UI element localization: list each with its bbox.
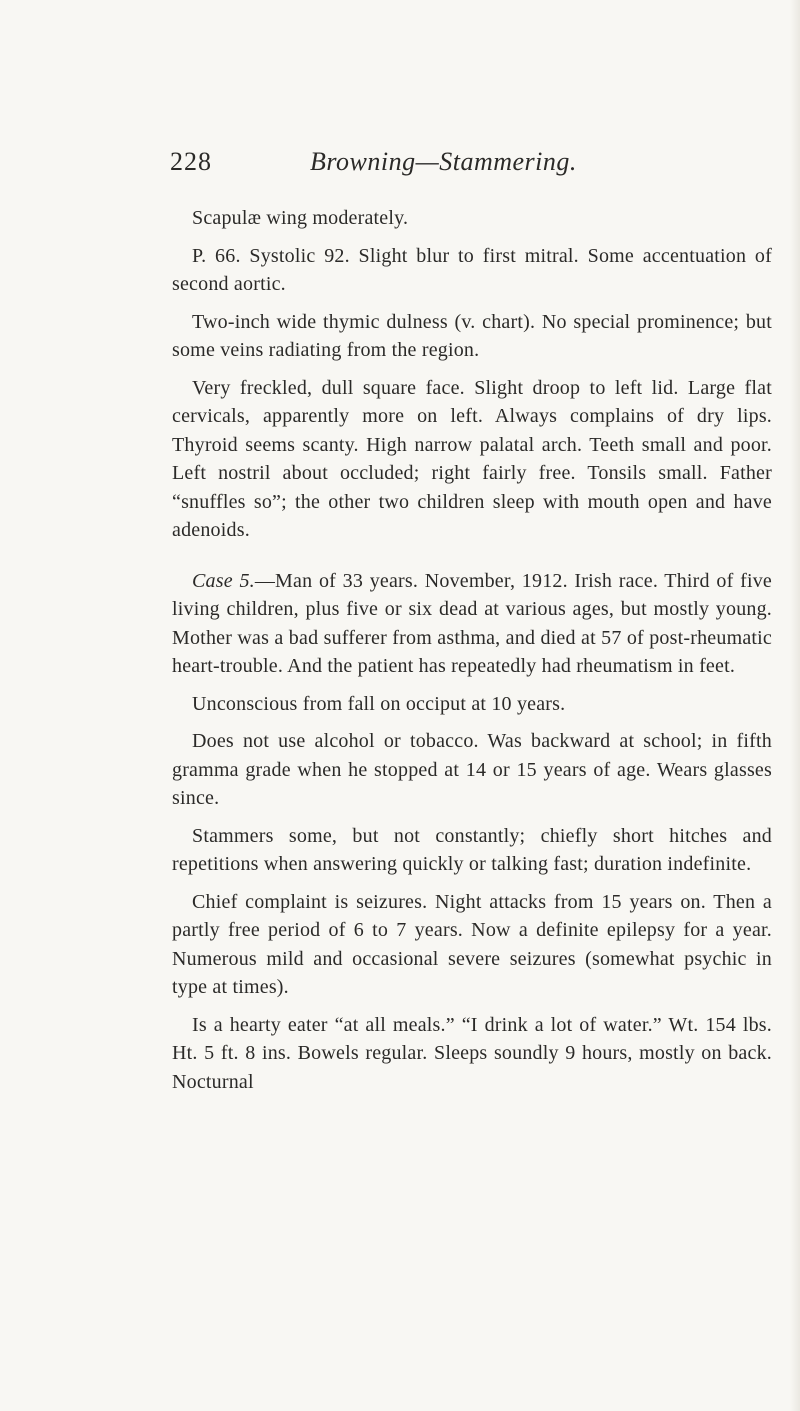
paragraph-alcohol-school: Does not use alcohol or tobacco. Was backward at school; in fifth gramma grade when he stopped at 14 or 15 years of age. Wears glasses since. [172,730,772,809]
paragraph-eating: Is a hearty eater “at all meals.” “I drink a lot of water.” Wt. 154 lbs. Ht. 5 ft. 8 ins. Bowels regular. Sleeps soundly 9 hours, mostly on back. Nocturnal [172,1013,772,1093]
page-number: 228 [170,147,212,176]
case-label: Case 5. [192,569,255,592]
case-5-text: —Man of 33 years. November, 1912. Irish race. Third of five living children, plus five or six dead at various ages, but mostly young. Mother was a bad sufferer from asthma, and died at 57 of post-rheumatic heart-trouble. And the patient has repeatedly had rheumatism in feet. [172,569,772,677]
paragraph-face-description: Very freckled, dull square face. Slight droop to left lid. Large flat cervicals, apparently more on left. Always complains of dry lips. Thyroid seems scanty. High narrow palatal arch. Teeth small and poor. Left nostril about occluded; right fairly free. Tonsils small. Father “snuffles so”; the other two children sleep with mouth open and have adenoids. [172,376,772,541]
running-title: Browning—Stammering. [310,147,577,176]
running-head [170,142,770,182]
paragraph-thymic-dulness: Two-inch wide thymic dulness (v. chart). No special prominence; but some veins radiating from the region. [172,310,772,361]
paragraph-seizures: Chief complaint is seizures. Night attacks from 15 years on. Then a partly free period of 6 to 7 years. Now a definite epilepsy for a year. Numerous mild and occasional severe seizures (somewhat psychic in type at times). [172,890,772,998]
paragraph-stammers: Stammers some, but not constantly; chiefly short hitches and repetitions when answering quickly or talking fast; duration indefinite. [172,824,772,875]
paragraph-scapulae: Scapulæ wing moderately. [192,207,409,229]
paragraph-case-5 [172,567,772,681]
page-edge-shadow [790,0,800,1411]
paragraph-pulse: P. 66. Systolic 92. Slight blur to first mitral. Some accentuation of second aortic. [172,244,772,295]
paragraph-unconscious: Unconscious from fall on occiput at 10 years. [192,692,566,715]
body-text [172,204,772,1105]
